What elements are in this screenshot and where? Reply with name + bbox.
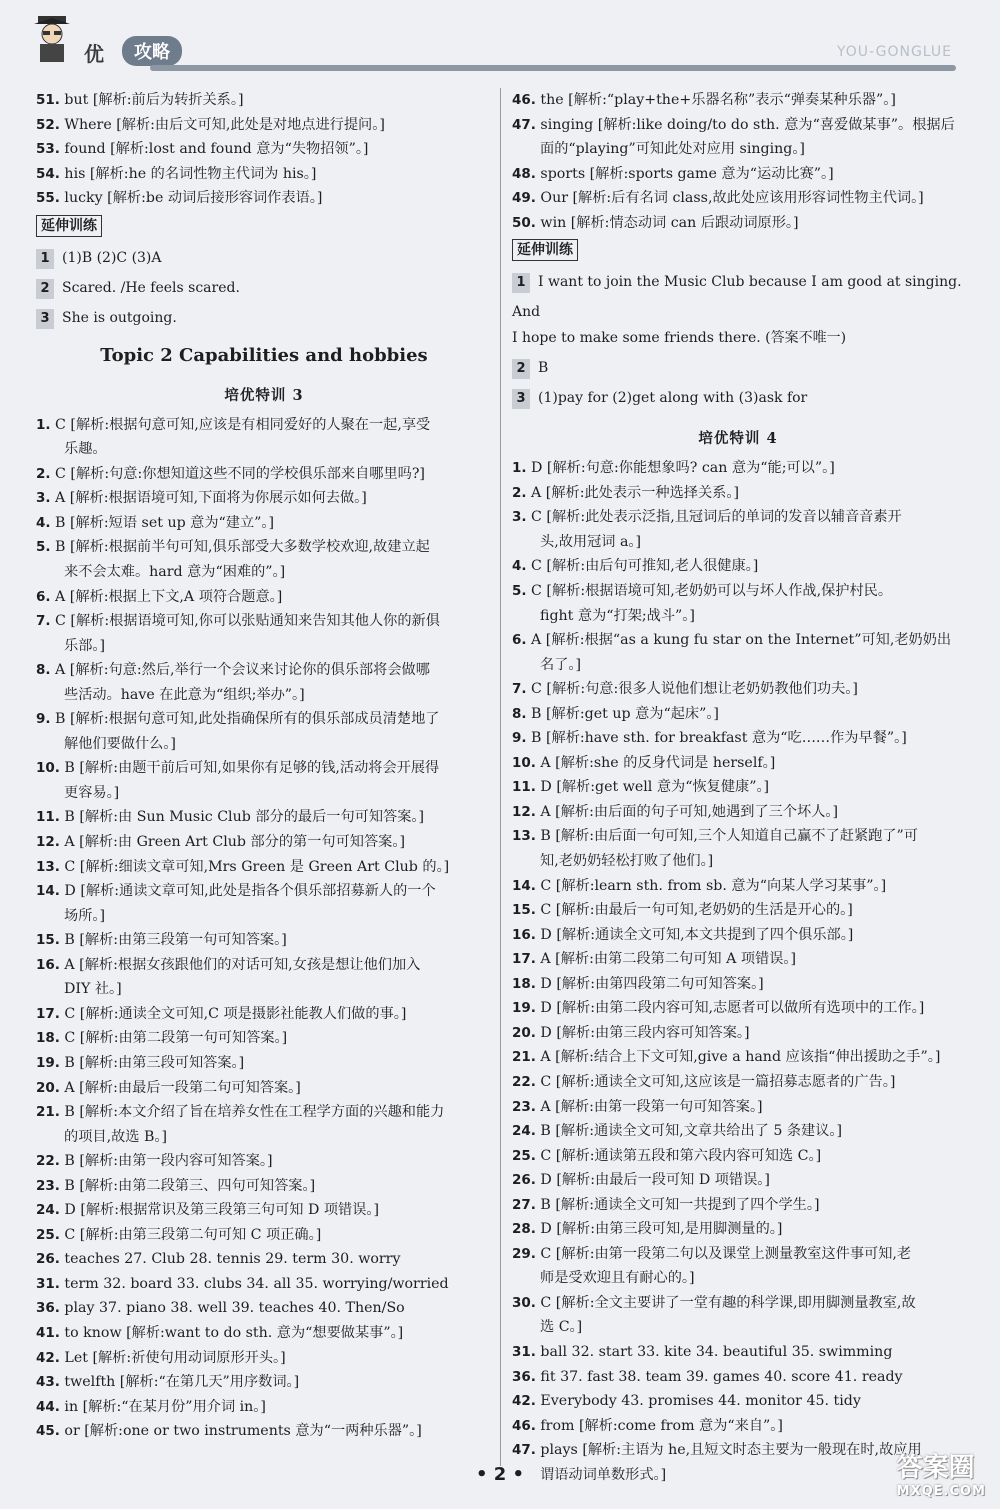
item-text: teaches 27. Club 28. tennis 29. term 30. worry [59,1251,401,1268]
item-text: D [解析:由最后一段可知 D 项错误。] [535,1172,770,1189]
extension-text: (1)pay for (2)get along with (3)ask for [538,390,808,407]
extension-number: 1 [512,273,530,293]
item-number: 11. [36,809,60,826]
item-number: 15. [36,932,60,949]
item-number: 17. [512,951,536,968]
answer-line [36,413,492,438]
item-text: C [解析:通读全文可知,C 项是摄影社能教人们做的事。] [59,1005,407,1022]
item-number: 16. [36,956,60,973]
item-text: plays [解析:主语为 he,且短文时态主要为一般现在时,故应用 [535,1442,922,1459]
page-header [0,0,1000,80]
item-number: 21. [512,1049,536,1066]
item-text: B [解析:本文介绍了旨在培养女性在工程学方面的兴趣和能力 [59,1104,445,1121]
item-text: B [解析:由题干前后可知,如果你有足够的钱,活动将会开展得 [59,760,440,777]
topic-title: Topic 2 Capabilities and hobbies [100,344,428,366]
item-number: 42. [512,1393,536,1410]
item-number: 43. [36,1374,60,1391]
extension-text: B [538,360,549,377]
item-number: 13. [512,828,536,845]
item-text: C [解析:根据语境可知,你可以张贴通知来告知其他人你的新俱 [50,613,440,630]
extension-number: 3 [512,389,530,409]
item-text: C [解析:learn sth. from sb. 意为“向某人学习某事”。] [535,877,887,894]
item-text: B [解析:根据句意可知,此处指确保所有的俱乐部成员清楚地了 [50,711,440,728]
answer-line [512,677,964,702]
item-number: 47. [512,116,536,133]
item-text: twelfth [解析:“在第几天”用序数词。] [59,1374,300,1391]
item-number: 46. [512,92,536,108]
item-number: 6. [36,588,51,605]
answer-continuation: 选 C。] [540,1319,583,1336]
answer-line [36,186,492,211]
answer-line [36,535,492,560]
page-number: • 2 • [475,1464,525,1485]
item-number: 4. [36,514,51,531]
answer-line [512,456,964,481]
item-text: A [解析:此处表示一种选择关系。] [526,484,739,501]
item-number: 23. [36,1177,60,1194]
answer-line [512,554,964,579]
item-text: in [解析:“在某月份”用介词 in。] [59,1398,266,1415]
answer-line [36,1149,492,1174]
left-column [36,88,492,1444]
answer-line [512,726,964,751]
item-number: 18. [512,975,536,992]
item-text: C [解析:由第三段第二句可知 C 项正确。] [59,1226,322,1243]
item-number: 41. [36,1324,60,1341]
item-text: A [解析:由第二段第二句可知 A 项错误。] [535,951,797,968]
answer-line [36,953,492,978]
item-text: B [解析:get up 意为“起床”。] [526,705,719,722]
item-text: A [解析:根据“as a kung fu star on the Internet”可知,老奶奶出 [526,632,952,649]
item-text: A [解析:根据上下文,A 项符合题意。] [50,588,283,605]
extension-number: 1 [36,249,54,269]
right-top-items [512,88,964,235]
answer-line [36,113,492,138]
left-extension-label: 延伸训练 [36,215,102,237]
item-number: 15. [512,902,536,919]
item-number: 5. [36,539,51,556]
extension-text: (1)B (2)C (3)A [62,249,162,266]
item-number: 12. [512,803,536,820]
answer-line [36,1076,492,1101]
answer-line [512,1070,964,1095]
extension-text: She is outgoing. [62,309,177,326]
item-number: 9. [512,730,527,747]
item-number: 36. [36,1300,60,1317]
item-text: the [解析:“play+the+乐器名称”表示“弹奏某种乐器”。] [535,92,896,108]
answer-continuation: 师是受欢迎且有耐心的。] [540,1270,695,1287]
answer-line [512,947,964,972]
answer-continuation: 头,故用冠词 a。] [540,533,642,550]
item-number: 2. [36,465,51,482]
answer-line [512,162,964,187]
answer-line [36,1100,492,1125]
answer-line [36,1296,492,1321]
answer-line [36,462,492,487]
item-number: 9. [36,711,51,728]
item-text: C [解析:句意:很多人说他们想让老奶奶教他们功夫。] [526,681,858,698]
item-number: 51. [36,92,60,108]
answer-line [512,1389,964,1414]
answer-line [36,879,492,904]
item-text: but [解析:前后为转折关系。] [59,92,244,108]
answer-continuation: fight 意为“打架;战斗”。] [540,607,695,624]
left-section-title: 培优特训 3 [224,386,304,404]
answer-line [36,1223,492,1248]
item-number: 24. [512,1123,536,1140]
right-column [512,88,964,1487]
answer-line [36,137,492,162]
item-text: C [解析:细读文章可知,Mrs Green 是 Green Art Club 的。] [59,858,450,875]
answer-line [512,702,964,727]
item-text: B [解析:根据前半句可知,俱乐部受大多数学校欢迎,故建立起 [50,539,430,556]
item-number: 18. [36,1030,60,1047]
logo-pill: 攻略 [122,36,182,66]
answer-line [36,88,492,113]
item-text: C [解析:由后句可推知,老人很健康。] [526,558,759,575]
item-text: B [解析:由第一段内容可知答案。] [59,1153,273,1170]
item-number: 31. [36,1275,60,1292]
left-answer-list [36,413,492,1444]
item-number: 20. [36,1079,60,1096]
answer-continuation: 面的“playing”可知此处对应用 singing。] [540,141,805,158]
answer-line [36,805,492,830]
item-number: 27. [512,1196,536,1213]
answer-line [36,707,492,732]
item-text: D [解析:由第二段内容可知,志愿者可以做所有选项中的工作。] [535,1000,925,1017]
item-text: A [解析:句意:然后,举行一个会议来讨论你的俱乐部将会做哪 [50,662,430,679]
item-text: B [解析:have sth. for breakfast 意为“吃……作为早餐”。] [526,730,907,747]
item-number: 14. [512,877,536,894]
answer-line [36,1395,492,1420]
item-number: 24. [36,1202,60,1219]
student-mascot-icon [30,14,74,64]
extension-line [36,273,492,303]
item-number: 21. [36,1104,60,1121]
answer-line [36,658,492,683]
item-text: win [解析:情态动词 can 后跟动词原形。] [535,214,799,231]
column-divider [500,88,501,1466]
answer-line [512,1144,964,1169]
item-text: D [解析:由第三段可知,是用脚测量的。] [535,1221,783,1238]
answer-line [36,1346,492,1371]
item-number: 23. [512,1098,536,1115]
item-text: B [解析:通读全文可知一共提到了四个学生。] [535,1196,820,1213]
answer-line [36,585,492,610]
header-bar [150,65,956,71]
item-number: 47. [512,1442,536,1459]
item-number: 31. [512,1343,536,1360]
answer-line [36,1370,492,1395]
extension-line [512,383,964,413]
item-text: B [解析:由第二段第三、四句可知答案。] [59,1177,316,1194]
answer-continuation: 乐趣。 [64,441,107,458]
right-answer-list [512,456,964,1487]
item-text: C [解析:句意:你想知道这些不同的学校俱乐部来自哪里吗?] [50,465,425,482]
answer-line [36,756,492,781]
item-text: C [解析:根据语境可知,老奶奶可以与坏人作战,保护村民。 [526,583,893,600]
item-text: D [解析:get well 意为“恢复健康”。] [535,779,770,796]
answer-line [512,481,964,506]
item-text: B [解析:由 Sun Music Club 部分的最后一句可知答案。] [59,809,425,826]
item-number: 45. [36,1423,60,1440]
answer-line [36,162,492,187]
item-text: D [解析:句意:你能想象吗? can 意为“能;可以”。] [526,460,835,477]
item-number: 2. [512,484,527,501]
item-number: 49. [512,190,536,207]
answer-line [36,830,492,855]
answer-line [512,211,964,236]
item-text: D [解析:根据常识及第三段第三句可知 D 项错误。] [59,1202,380,1219]
extension-text: Scared. /He feels scared. [62,279,240,296]
item-number: 8. [36,662,51,679]
item-number: 52. [36,116,60,133]
item-text: B [解析:由第三段可知答案。] [59,1054,245,1071]
answer-continuation: 些活动。have 在此意为“组织;举办”。] [64,686,305,703]
item-number: 7. [512,681,527,698]
item-text: A [解析:由后面的句子可知,她遇到了三个坏人。] [535,803,839,820]
item-text: fit 37. fast 38. team 39. games 40. score 41. ready [535,1368,903,1385]
item-number: 1. [36,416,51,433]
answer-continuation: 乐部。] [64,637,105,654]
item-number: 28. [512,1221,536,1238]
answer-line [512,775,964,800]
brand-english: YOU-GONGLUE [836,44,952,60]
item-number: 19. [512,1000,536,1017]
answer-line [36,609,492,634]
extension-line [512,353,964,383]
item-number: 53. [36,141,60,158]
item-text: C [解析:通读全文可知,这应该是一篇招募志愿者的广告。] [535,1073,896,1090]
item-number: 55. [36,190,60,207]
watermark-logo: 答案圈 MXQE.COM [896,1453,986,1499]
answer-line [36,1174,492,1199]
item-text: ball 32. start 33. kite 34. beautiful 35. swimming [535,1343,893,1360]
item-number: 7. [36,613,51,630]
answer-line [512,874,964,899]
answer-continuation: 更容易。] [64,784,120,801]
answer-line [36,1419,492,1444]
extension-line [36,303,492,333]
answer-line [36,511,492,536]
item-text: term 32. board 33. clubs 34. all 35. worrying/worried [59,1275,449,1292]
item-number: 5. [512,583,527,600]
answer-line [36,1026,492,1051]
answer-line [36,855,492,880]
logo-text: 优 [84,42,105,66]
item-text: his [解析:he 的名词性物主代词为 his。] [59,165,317,182]
answer-continuation: 来不会太难。hard 意为“困难的”。] [64,564,286,581]
item-text: Let [解析:祈使句用动词原形开头。] [59,1349,286,1366]
item-number: 19. [36,1054,60,1071]
answer-line [36,1002,492,1027]
answer-line [512,505,964,530]
answer-continuation: 名了。] [540,656,581,673]
item-text: D [解析:由第三段内容可知答案。] [535,1024,750,1041]
item-number: 50. [512,214,536,231]
answer-line [36,1321,492,1346]
answer-continuation: 谓语动词单数形式。] [540,1466,667,1483]
item-number: 30. [512,1294,536,1311]
item-number: 42. [36,1349,60,1366]
answer-line [512,1291,964,1316]
item-number: 20. [512,1024,536,1041]
item-number: 29. [512,1245,536,1262]
item-text: Our [解析:后有名词 class,故此处应该用形容词性物主代词。] [535,190,924,207]
answer-line [36,1272,492,1297]
item-number: 22. [512,1073,536,1090]
item-text: B [解析:由第三段第一句可知答案。] [59,932,287,949]
item-text: singing [解析:like doing/to do sth. 意为“喜爱做某事”。根据后 [535,116,955,133]
extension-line [512,267,964,327]
answer-line [512,1340,964,1365]
answer-continuation: 解他们要做什么。] [64,735,176,752]
answer-line [512,1021,964,1046]
item-text: A [解析:由最后一段第二句可知答案。] [59,1079,301,1096]
item-text: D [解析:通读文章可知,此处是指各个俱乐部招募新人的一个 [59,883,436,900]
answer-line [36,1198,492,1223]
item-text: C [解析:此处表示泛指,且冠词后的单词的发音以辅音音素开 [526,509,902,526]
item-text: from [解析:come from 意为“来自”。] [535,1417,783,1434]
answer-line [512,579,964,604]
answer-line [512,1119,964,1144]
item-number: 10. [36,760,60,777]
item-number: 14. [36,883,60,900]
answer-line [512,923,964,948]
item-text: play 37. piano 38. well 39. teaches 40. Then/So [59,1300,405,1317]
item-number: 10. [512,754,536,771]
item-number: 4. [512,558,527,575]
answer-line [512,898,964,923]
answer-line [512,113,964,138]
item-text: found [解析:lost and found 意为“失物招领”。] [59,141,369,158]
item-text: A [解析:结合上下文可知,give a hand 应该指“伸出援助之手”。] [535,1049,941,1066]
extension-line [36,243,492,273]
item-number: 3. [512,509,527,526]
item-number: 22. [36,1153,60,1170]
answer-continuation: DIY 社。] [64,981,122,998]
item-number: 25. [512,1147,536,1164]
extension-continuation: I hope to make some friends there. (答案不唯一) [512,330,847,347]
item-text: C [解析:由第二段第一句可知答案。] [59,1030,288,1047]
answer-line [512,1168,964,1193]
item-text: C [解析:全文主要讲了一堂有趣的科学课,即用脚测量教室,故 [535,1294,916,1311]
item-text: Where [解析:由后文可知,此处是对地点进行提问。] [59,116,385,133]
item-text: A [解析:根据女孩跟他们的对话可知,女孩是想让他们加入 [59,956,421,973]
item-text: A [解析:由第一段第一句可知答案。] [535,1098,763,1115]
item-text: to know [解析:want to do sth. 意为“想要做某事”。] [59,1324,404,1341]
item-text: A [解析:she 的反身代词是 herself。] [535,754,776,771]
answer-line [512,1045,964,1070]
item-text: B [解析:短语 set up 意为“建立”。] [50,514,275,531]
item-text: A [解析:根据语境可知,下面将为你展示如何去做。] [50,490,367,507]
item-text: or [解析:one or two instruments 意为“一两种乐器”。] [59,1423,422,1440]
answer-line [512,996,964,1021]
item-text: B [解析:通读全文可知,文章共给出了 5 条建议。] [535,1123,843,1140]
item-number: 26. [512,1172,536,1189]
item-number: 44. [36,1398,60,1415]
item-text: C [解析:由最后一句可知,老奶奶的生活是开心的。] [535,902,853,919]
answer-line [512,1217,964,1242]
answer-line [36,1051,492,1076]
item-text: C [解析:由第一段第二句以及课堂上测量教室这件事可知,老 [535,1245,912,1262]
answer-line [512,88,964,113]
item-number: 36. [512,1368,536,1385]
answer-line [512,1242,964,1267]
answer-line [512,751,964,776]
item-text: A [解析:由 Green Art Club 部分的第一句可知答案。] [59,834,405,851]
item-number: 1. [512,460,527,477]
item-number: 6. [512,632,527,649]
answer-continuation: 的项目,故选 B。] [64,1128,168,1145]
item-text: C [解析:根据句意可知,应该是有相同爱好的人聚在一起,享受 [50,416,431,433]
answer-line [512,1193,964,1218]
answer-line [36,1247,492,1272]
answer-line [512,824,964,849]
answer-line [512,186,964,211]
extension-number: 3 [36,309,54,329]
item-number: 13. [36,858,60,875]
right-extension-label: 延伸训练 [512,239,578,261]
item-number: 25. [36,1226,60,1243]
answer-continuation: 场所。] [64,907,105,924]
answer-line [512,1095,964,1120]
extension-number: 2 [36,279,54,299]
item-number: 12. [36,834,60,851]
right-section-title: 培优特训 4 [698,430,778,448]
item-number: 48. [512,165,536,182]
item-number: 17. [36,1005,60,1022]
item-number: 54. [36,165,60,182]
answer-line [512,1365,964,1390]
answer-line [512,972,964,997]
extension-number: 2 [512,359,530,379]
answer-line [512,1414,964,1439]
item-number: 46. [512,1417,536,1434]
item-text: B [解析:由后面一句可知,三个人知道自己赢不了赶紧跑了”可 [535,828,918,845]
item-number: 16. [512,926,536,943]
item-number: 11. [512,779,536,796]
left-top-items [36,88,492,211]
item-text: C [解析:通读第五段和第六段内容可知选 C。] [535,1147,822,1164]
answer-line [36,928,492,953]
item-text: Everybody 43. promises 44. monitor 45. tidy [535,1393,861,1410]
answer-line [512,800,964,825]
answer-line [512,628,964,653]
item-number: 8. [512,705,527,722]
item-text: sports [解析:sports game 意为“运动比赛”。] [535,165,834,182]
answer-line [36,486,492,511]
item-number: 3. [36,490,51,507]
item-text: D [解析:通读全文可知,本文共提到了四个俱乐部。] [535,926,854,943]
right-extension-items [512,267,964,413]
item-number: 26. [36,1251,60,1268]
extension-text: I want to join the Music Club because I am good at singing. And [512,274,962,321]
left-extension-items [36,243,492,333]
item-text: D [解析:由第四段第二句可知答案。] [535,975,764,992]
item-text: lucky [解析:be 动词后接形容词作表语。] [59,190,323,207]
answer-continuation: 知,老奶奶轻松打败了他们。] [540,853,714,870]
